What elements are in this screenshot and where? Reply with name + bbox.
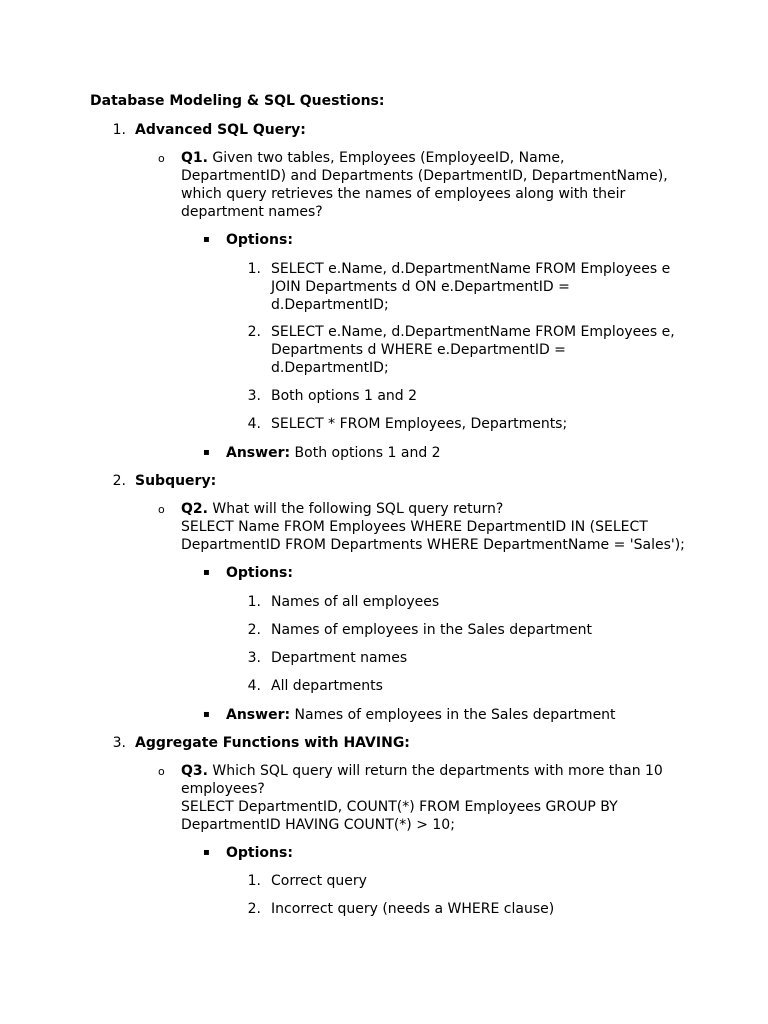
option-line: JOIN Departments d ON e.DepartmentID =	[271, 279, 570, 295]
answer-text	[226, 444, 441, 462]
square-bullet-icon: ▪	[203, 847, 210, 858]
question-line: DepartmentID FROM Departments WHERE DepartmentName = 'Sales');	[181, 537, 685, 553]
document-title: Database Modeling & SQL Questions:	[90, 93, 385, 109]
question-text	[181, 762, 663, 834]
option-text: Names of all employees	[271, 594, 440, 610]
square-bullet-icon: ▪	[203, 234, 210, 245]
option-text	[271, 260, 670, 314]
square-bullet-icon: ▪	[203, 447, 210, 458]
answer-value: Both options 1 and 2	[290, 445, 441, 461]
option-line: SELECT e.Name, d.DepartmentName FROM Employees e,	[271, 324, 675, 340]
section-number: 2.	[112, 473, 126, 489]
section-heading: Advanced SQL Query:	[135, 122, 306, 138]
answer-label: Answer:	[226, 445, 291, 461]
circle-bullet-icon: o	[158, 503, 165, 516]
option-line: SELECT e.Name, d.DepartmentName FROM Employees e	[271, 261, 671, 277]
answer-value: Names of employees in the Sales department	[290, 707, 616, 723]
answer-label: Answer:	[226, 707, 291, 723]
option-number: 2.	[247, 901, 261, 917]
question-label: Q3.	[181, 763, 208, 779]
option-number: 1.	[247, 594, 261, 610]
options-label: Options:	[226, 845, 293, 861]
question-line: DepartmentID) and Departments (DepartmentID, DepartmentName),	[181, 168, 668, 184]
option-text: Correct query	[271, 873, 367, 889]
options-label: Options:	[226, 565, 293, 581]
section-number: 1.	[112, 122, 126, 138]
option-text	[271, 323, 675, 377]
circle-bullet-icon: o	[158, 765, 165, 778]
question-line: SELECT Name FROM Employees WHERE DepartmentID IN (SELECT	[181, 519, 648, 535]
option-text: Both options 1 and 2	[271, 388, 418, 404]
option-text: Department names	[271, 650, 408, 666]
option-number: 4.	[247, 678, 261, 694]
option-number: 2.	[247, 324, 261, 340]
options-label: Options:	[226, 232, 293, 248]
question-line: SELECT DepartmentID, COUNT(*) FROM Employees GROUP BY	[181, 799, 618, 815]
question-label: Q2.	[181, 501, 208, 517]
question-label: Q1.	[181, 150, 208, 166]
option-number: 3.	[247, 650, 261, 666]
square-bullet-icon: ▪	[203, 709, 210, 720]
option-line: d.DepartmentID;	[271, 360, 389, 376]
option-number: 1.	[247, 261, 261, 277]
option-text: All departments	[271, 678, 383, 694]
question-text	[181, 149, 668, 221]
answer-text	[226, 706, 616, 724]
option-number: 2.	[247, 622, 261, 638]
option-text: Names of employees in the Sales department	[271, 622, 593, 638]
question-line: DepartmentID HAVING COUNT(*) > 10;	[181, 817, 455, 833]
option-line: d.DepartmentID;	[271, 297, 389, 313]
option-text: SELECT * FROM Employees, Departments;	[271, 416, 568, 432]
section-heading: Subquery:	[135, 473, 217, 489]
square-bullet-icon: ▪	[203, 567, 210, 578]
question-line: Which SQL query will return the departments with more than 10	[207, 763, 663, 779]
question-line: which query retrieves the names of employees along with their	[181, 186, 626, 202]
question-line: Given two tables, Employees (EmployeeID, Name,	[207, 150, 565, 166]
question-line: What will the following SQL query return?	[207, 501, 504, 517]
section-number: 3.	[112, 735, 126, 751]
option-line: Departments d WHERE e.DepartmentID =	[271, 342, 566, 358]
option-number: 3.	[247, 388, 261, 404]
question-line: employees?	[181, 781, 265, 797]
option-number: 4.	[247, 416, 261, 432]
question-text	[181, 500, 685, 554]
section-heading: Aggregate Functions with HAVING:	[135, 735, 410, 751]
option-text: Incorrect query (needs a WHERE clause)	[271, 901, 555, 917]
question-line: department names?	[181, 204, 323, 220]
circle-bullet-icon: o	[158, 152, 165, 165]
option-number: 1.	[247, 873, 261, 889]
